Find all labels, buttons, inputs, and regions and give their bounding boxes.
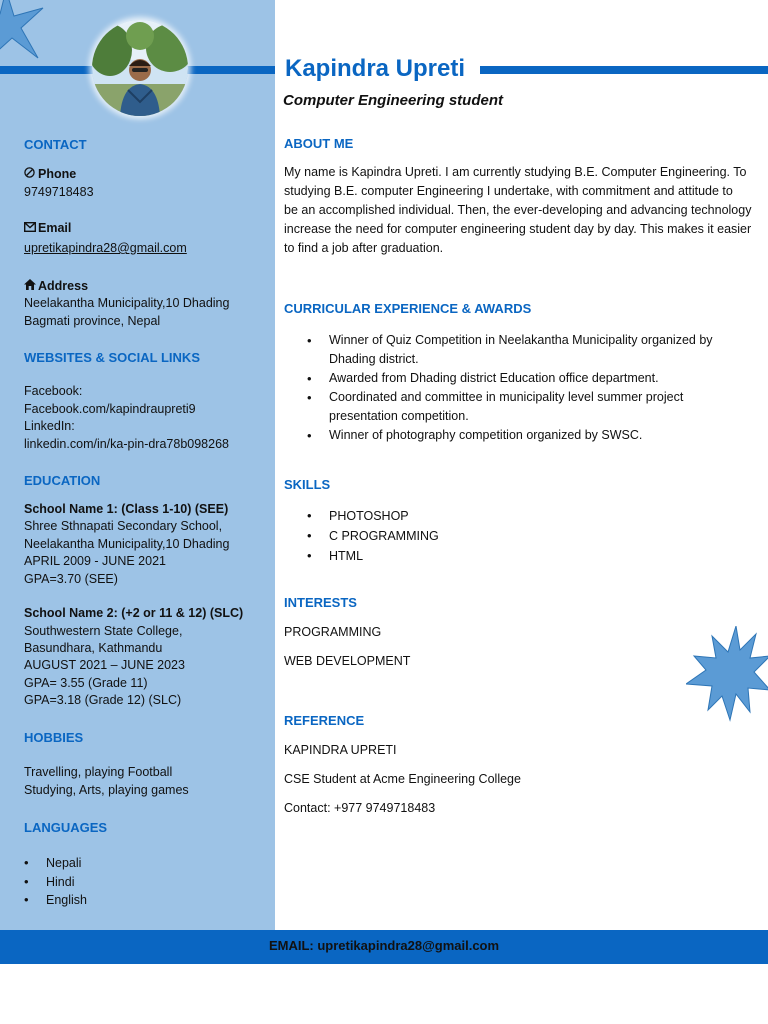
linkedin-link[interactable]: linkedin.com/in/ka-pin-dra78b098268: [24, 437, 229, 451]
interests-heading: INTERESTS: [284, 595, 357, 610]
list-item-line: Winner of Quiz Competition in Neelakantha Municipality organized by: [329, 333, 713, 347]
address-line-2: Bagmati province, Nepal: [24, 314, 161, 328]
facebook-label: Facebook:: [24, 384, 83, 398]
languages-heading: LANGUAGES: [24, 820, 108, 835]
curricular-list: [283, 331, 713, 445]
school-1-line: GPA=3.70 (SEE): [24, 572, 118, 586]
hobbies-heading: HOBBIES: [24, 730, 84, 745]
list-item: • Awarded from Dhading district Education office department.: [283, 369, 713, 388]
interest-item: WEB DEVELOPMENT: [284, 654, 411, 668]
school-1-line: Shree Sthnapati Secondary School,: [24, 519, 223, 533]
home-icon: [24, 278, 38, 296]
address-line-1: Neelakantha Municipality,10 Dhading: [24, 296, 230, 310]
school-2-line: GPA=3.18 (Grade 12) (SLC): [24, 693, 182, 707]
skills-heading: SKILLS: [284, 477, 331, 492]
candidate-name: Kapindra Upreti: [285, 55, 466, 82]
envelope-icon: [24, 220, 38, 238]
school-1-line: APRIL 2009 - JUNE 2021: [24, 554, 166, 568]
school-2-line: Basundhara, Kathmandu: [24, 641, 163, 655]
list-item: • HTML: [283, 546, 439, 566]
address-label-row: [24, 278, 88, 296]
about-line: increase the need for computer engineering student day by day. This makes it easier: [284, 222, 752, 236]
linkedin-label: LinkedIn:: [24, 419, 75, 433]
about-line: My name is Kapindra Upreti. I am currently studying B.E. Computer Engineering. To: [284, 165, 747, 179]
hobbies-line: Travelling, playing Football: [24, 765, 173, 779]
header-rule-right: [480, 66, 768, 74]
burst-star-decoration-icon: [686, 626, 768, 722]
candidate-role: Computer Engineering student: [283, 92, 504, 109]
list-item-line: Dhading district.: [329, 352, 419, 366]
list-item: • Winner of photography competition organized by SWSC.: [283, 426, 713, 445]
list-item-line: Coordinated and committee in municipality level summer project: [329, 390, 684, 404]
interest-item: PROGRAMMING: [284, 625, 382, 639]
school-2-line: Southwestern State College,: [24, 624, 183, 638]
email-label-row: [24, 220, 71, 238]
phone-label-row: [24, 166, 76, 184]
school-1-title: School Name 1: (Class 1-10) (SEE): [24, 502, 229, 516]
about-line: studying B.E. computer Engineering I undertake, with commitment and attitude to: [284, 184, 733, 198]
hobbies-line: Studying, Arts, playing games: [24, 783, 189, 797]
reference-heading: REFERENCE: [284, 713, 365, 728]
about-line: to find a job after graduation.: [284, 241, 444, 255]
star-decoration-icon: [0, 0, 48, 60]
reference-name: KAPINDRA UPRETI: [284, 743, 397, 757]
phone-icon: [24, 166, 38, 184]
education-heading: EDUCATION: [24, 473, 101, 488]
list-item: [283, 331, 713, 369]
list-item: • Hindi: [0, 873, 87, 892]
list-item: • Nepali: [0, 854, 87, 873]
profile-photo-illustration: [92, 20, 188, 116]
list-item: [283, 388, 713, 426]
list-item: • C PROGRAMMING: [283, 526, 439, 546]
list-item-line: presentation competition.: [329, 409, 469, 423]
email-link[interactable]: upretikapindra28@gmail.com: [24, 241, 187, 255]
languages-list: [0, 854, 87, 910]
phone-value: 9749718483: [24, 185, 94, 199]
about-heading: ABOUT ME: [284, 136, 354, 151]
facebook-link[interactable]: Facebook.com/kapindraupreti9: [24, 402, 196, 416]
school-2-line: AUGUST 2021 – JUNE 2023: [24, 658, 185, 672]
websites-heading: WEBSITES & SOCIAL LINKS: [24, 350, 200, 365]
list-item: • PHOTOSHOP: [283, 506, 439, 526]
footer-email-text[interactable]: EMAIL: upretikapindra28@gmail.com: [268, 938, 500, 953]
curricular-heading: CURRICULAR EXPERIENCE & AWARDS: [284, 301, 532, 316]
list-item: • English: [0, 891, 87, 910]
profile-photo: [92, 20, 188, 116]
school-2-line: GPA= 3.55 (Grade 11): [24, 676, 148, 690]
school-1-line: Neelakantha Municipality,10 Dhading: [24, 537, 230, 551]
contact-heading: CONTACT: [24, 137, 87, 152]
about-line: be an accomplished individual. Then, the ever-developing and advancing technology: [284, 203, 752, 217]
school-2-title: School Name 2: (+2 or 11 & 12) (SLC): [24, 606, 244, 620]
address-label: Address: [38, 279, 89, 293]
footer-email: [0, 938, 768, 953]
phone-label: Phone: [38, 167, 77, 181]
email-label: Email: [38, 221, 72, 235]
reference-position: CSE Student at Acme Engineering College: [284, 772, 521, 786]
reference-contact: Contact: +977 9749718483: [284, 801, 436, 815]
skills-list: [283, 506, 439, 566]
